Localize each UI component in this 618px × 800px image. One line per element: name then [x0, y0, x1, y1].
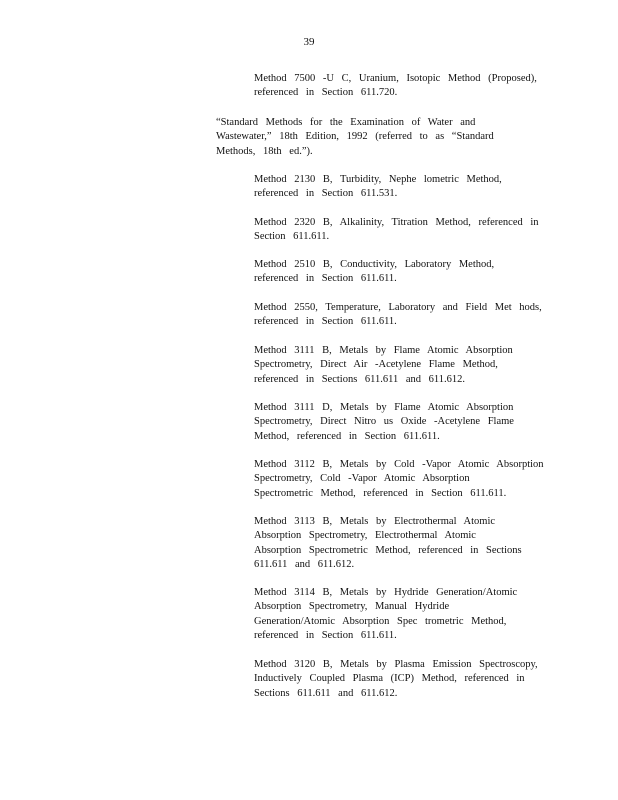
text-line: Absorption Spectrometric Method, referenced in Sections — [254, 544, 522, 556]
method-3111d-reference — [254, 401, 514, 444]
text-line: Section 611.611. — [254, 231, 330, 243]
method-3114b-reference — [254, 586, 517, 643]
method-2320b-reference — [254, 216, 539, 245]
text-line: “Standard Methods for the Examination of Water and — [216, 117, 476, 128]
method-3113b-reference — [254, 515, 522, 572]
text-line: Method 2320 B, Alkalinity, Titration Method, referenced in — [254, 217, 539, 228]
text-line: Method 2130 B, Turbidity, Nephe lometric Method, — [254, 174, 502, 185]
text-line: Methods, 18th ed.”). — [216, 145, 313, 157]
text-line: Method 3120 B, Metals by Plasma Emission Spectroscopy, — [254, 659, 538, 670]
text-line: Method 3114 B, Metals by Hydride Generation/Atomic — [254, 587, 518, 598]
method-2550-reference — [254, 301, 542, 330]
text-line: Method 3111 B, Metals by Flame Atomic Absorption — [254, 345, 513, 356]
method-3111b-reference — [254, 344, 513, 387]
text-line: Spectrometry, Direct Nitro us Oxide -Acetylene Flame — [254, 416, 514, 428]
method-7500-uc-reference — [254, 72, 537, 101]
method-2510b-reference — [254, 258, 494, 287]
text-line: referenced in Section 611.611. — [254, 316, 397, 328]
text-line: Generation/Atomic Absorption Spec trometric Method, — [254, 615, 507, 627]
method-3120b-reference — [254, 658, 538, 701]
text-line: Method, referenced in Section 611.611. — [254, 430, 440, 442]
method-2130b-reference — [254, 173, 502, 202]
text-line: Inductively Coupled Plasma (ICP) Method, referenced in — [254, 673, 525, 685]
text-line: referenced in Section 611.720. — [254, 87, 398, 99]
standard-methods-18th-edition-heading — [216, 116, 494, 159]
text-line: referenced in Sections 611.611 and 611.612. — [254, 373, 466, 385]
text-line: 611.611 and 611.612. — [254, 558, 355, 570]
method-3112b-reference — [254, 458, 544, 501]
page-number: 39 — [303, 36, 315, 48]
text-line: Method 2550, Temperature, Laboratory and Field Met hods, — [254, 302, 542, 313]
text-line: Wastewater,” 18th Edition, 1992 (referred to as “Standard — [216, 131, 494, 143]
text-line: Spectrometry, Direct Air -Acetylene Flame Method, — [254, 359, 498, 371]
text-line: Sections 611.611 and 611.612. — [254, 687, 398, 699]
text-line: referenced in Section 611.611. — [254, 273, 397, 285]
text-line: Spectrometry, Cold -Vapor Atomic Absorption — [254, 473, 470, 485]
text-line: referenced in Section 611.611. — [254, 629, 397, 641]
text-line: Method 3113 B, Metals by Electrothermal Atomic — [254, 516, 496, 527]
text-line: Method 3111 D, Metals by Flame Atomic Absorption — [254, 402, 514, 413]
text-line: Absorption Spectrometry, Electrothermal Atomic — [254, 530, 476, 542]
text-line: Absorption Spectrometry, Manual Hydride — [254, 601, 450, 613]
text-line: Spectrometric Method, referenced in Section 611.611. — [254, 487, 507, 499]
text-line: referenced in Section 611.531. — [254, 188, 398, 200]
text-line: Method 7500 -U C, Uranium, Isotopic Method (Proposed), — [254, 73, 537, 84]
text-line: Method 2510 B, Conductivity, Laboratory Method, — [254, 259, 495, 270]
text-line: Method 3112 B, Metals by Cold -Vapor Atomic Absorption — [254, 459, 544, 470]
